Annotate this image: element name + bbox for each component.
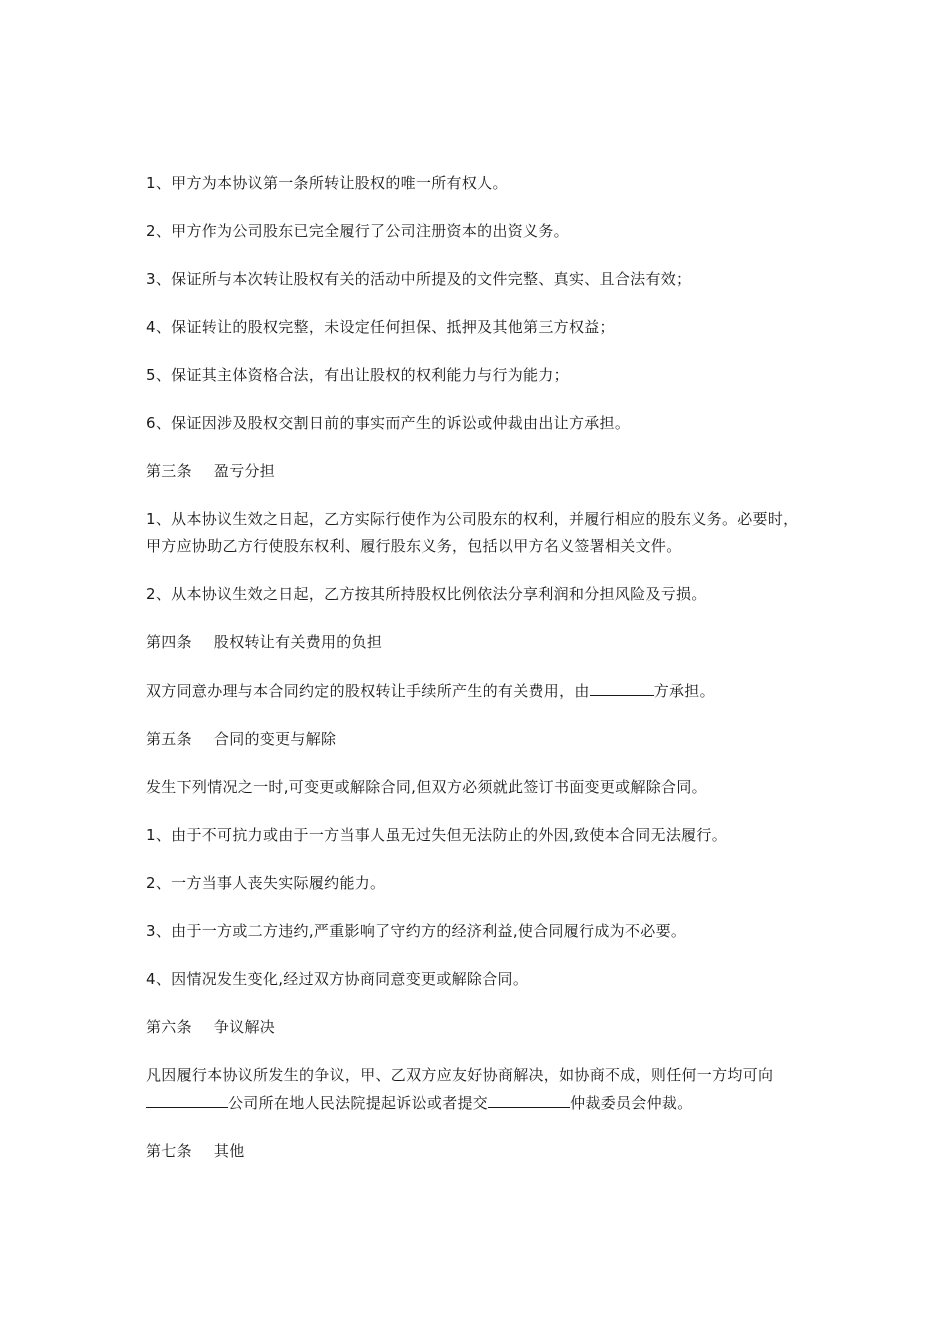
clause-item: 5、保证其主体资格合法，有出让股权的权利能力与行为能力； xyxy=(146,366,569,384)
article-number: 第三条 xyxy=(146,462,192,480)
clause-item: 6、保证因涉及股权交割日前的事实而产生的诉讼或仲裁由出让方承担。 xyxy=(146,414,631,432)
article-number: 第四条 xyxy=(146,633,192,651)
article-5-intro: 发生下列情况之一时,可变更或解除合同,但双方必须就此签订书面变更或解除合同。 xyxy=(146,778,707,796)
article-6-text: 凡因履行本协议所发生的争议，甲、乙双方应友好协商解决，如协商不成，则任何一方均可向公司所在地人民法院提起诉讼或者提交 仲裁委员会仲裁。 xyxy=(146,1066,774,1112)
article-number: 第六条 xyxy=(146,1018,192,1036)
clause-item: 4、因情况发生变化,经过双方协商同意变更或解除合同。 xyxy=(146,970,529,988)
document-body xyxy=(146,170,806,1186)
clause-item: 3、由于一方或二方违约,严重影响了守约方的经济利益,使合同履行成为不必要。 xyxy=(146,922,687,940)
article-title: 其他 xyxy=(213,1142,245,1160)
article-number: 第五条 xyxy=(146,730,192,748)
article-3-heading xyxy=(146,458,806,485)
clause-item: 4、保证转让的股权完整，未设定任何担保、抵押及其他第三方权益； xyxy=(146,318,615,336)
fill-in-blank[interactable] xyxy=(590,677,654,696)
clause-item: 1、由于不可抗力或由于一方当事人虽无过失但无法防止的外因,致使本合同无法履行。 xyxy=(146,826,728,844)
fill-in-blank[interactable] xyxy=(488,1089,570,1108)
article-title: 合同的变更与解除 xyxy=(213,730,337,748)
article-number: 第七条 xyxy=(146,1142,192,1160)
fill-in-blank[interactable] xyxy=(146,1089,228,1108)
clause-item: 1、甲方为本协议第一条所转让股权的唯一所有权人。 xyxy=(146,174,508,192)
clause-item: 3、保证所与本次转让股权有关的活动中所提及的文件完整、真实、且合法有效； xyxy=(146,270,692,288)
article-4-text: 双方同意办理与本合同约定的股权转让手续所产生的有关费用，由 方承担。 xyxy=(146,677,806,705)
article-title: 争议解决 xyxy=(213,1018,276,1036)
clause-item: 2、从本协议生效之日起，乙方按其所持股权比例依法分享利润和分担风险及亏损。 xyxy=(146,585,707,603)
article-6-heading xyxy=(146,1014,806,1041)
article-title: 盈亏分担 xyxy=(213,462,276,480)
article-7-heading xyxy=(146,1138,806,1165)
clause-item: 2、甲方作为公司股东已完全履行了公司注册资本的出资义务。 xyxy=(146,222,569,240)
article-5-heading xyxy=(146,726,806,753)
article-title: 股权转让有关费用的负担 xyxy=(213,633,383,651)
article-4-heading xyxy=(146,629,806,656)
clause-item: 1、从本协议生效之日起，乙方实际行使作为公司股东的权利，并履行相应的股东义务。必要时，甲方应协助乙方行使股东权利、履行股东义务，包括以甲方名义签署相关文件。 xyxy=(146,510,799,555)
clause-item: 2、一方当事人丧失实际履约能力。 xyxy=(146,874,386,892)
